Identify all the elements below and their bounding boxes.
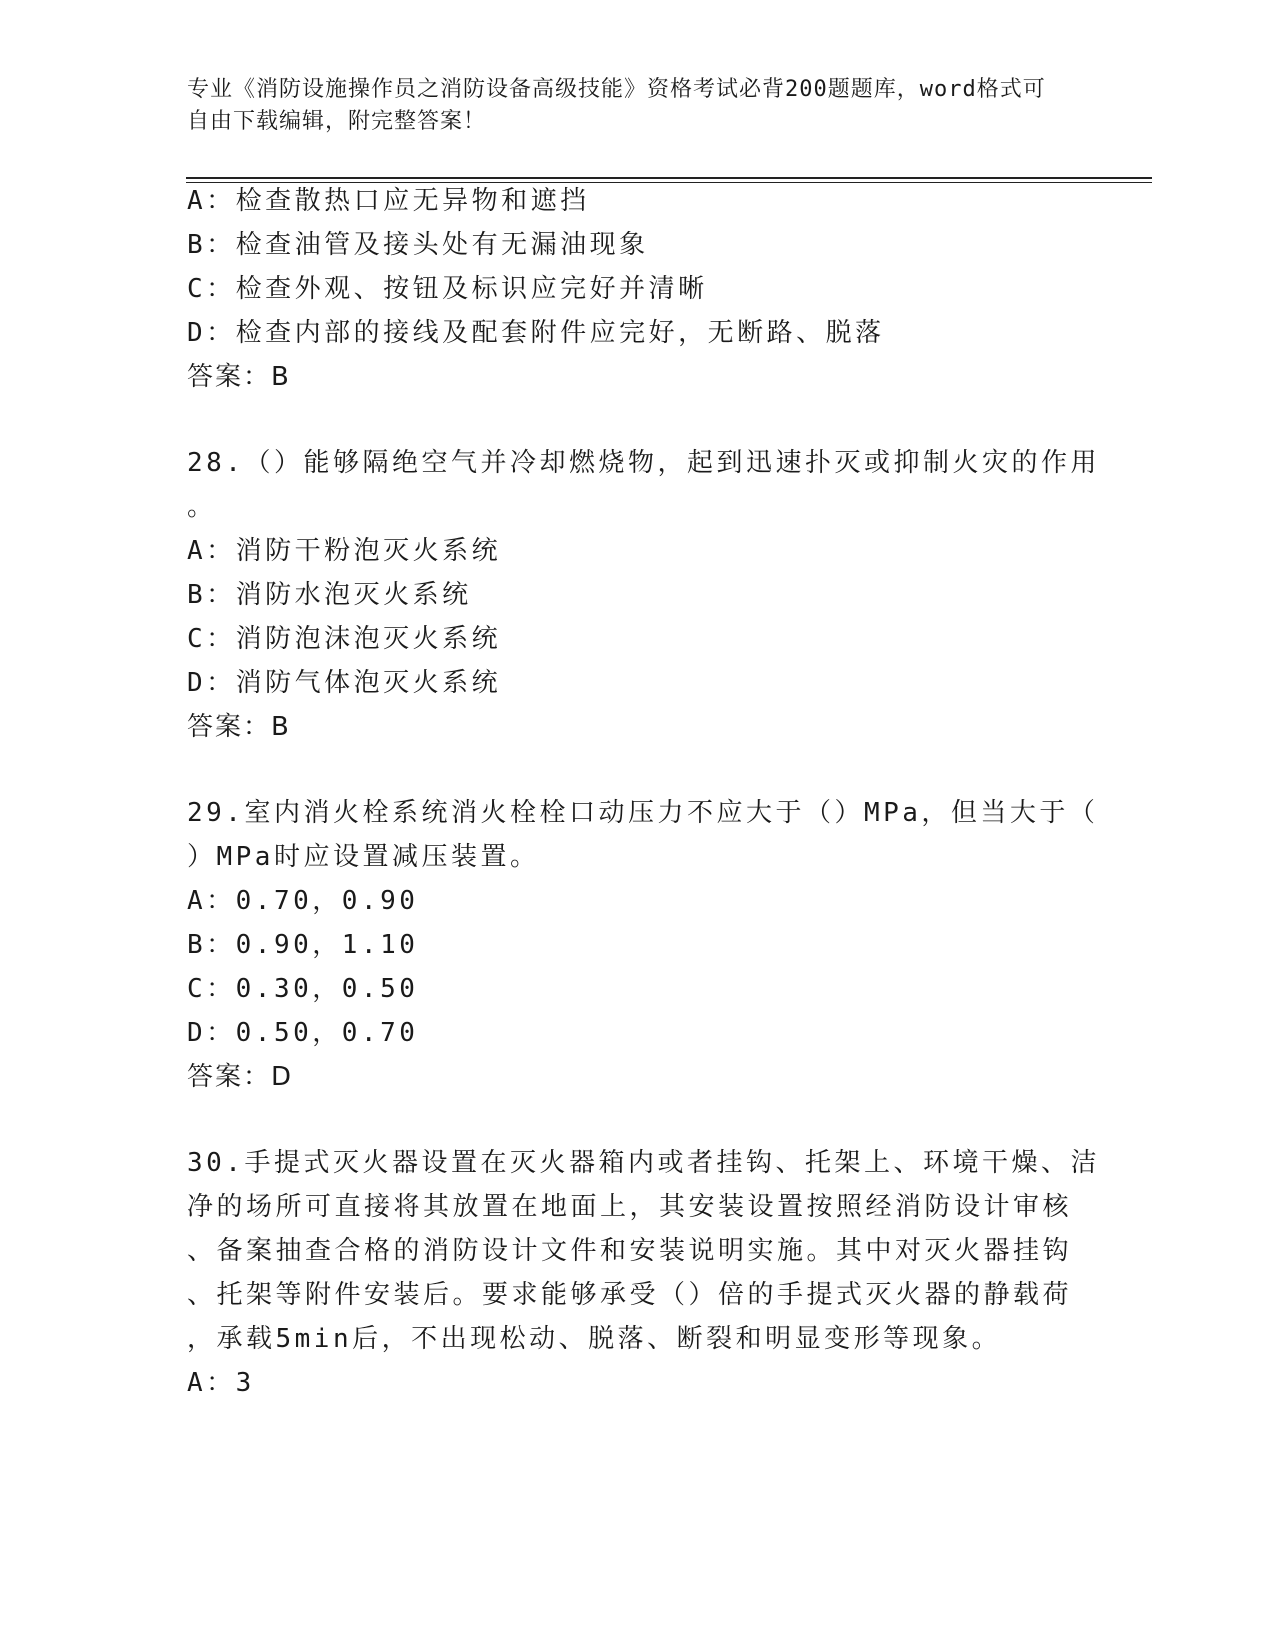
q28-option-a: A：消防干粉泡灭火系统	[187, 536, 502, 566]
q29-option-a: A：0.70，0.90	[187, 886, 419, 916]
q29-option-c: C：0.30，0.50	[187, 974, 419, 1004]
q28-option-d: D：消防气体泡灭火系统	[187, 668, 502, 698]
q27-option-d: D：检查内部的接线及配套附件应完好，无断路、脱落	[187, 318, 885, 348]
q29-answer: 答案：D	[187, 1062, 294, 1092]
q29-stem-line-2: ）MPa时应设置减压装置。	[187, 842, 540, 872]
q27-option-c: C：检查外观、按钮及标识应完好并清晰	[187, 274, 708, 304]
q30-stem-line-3: 、备案抽查合格的消防设计文件和安装说明实施。其中对灭火器挂钩	[187, 1236, 1073, 1266]
q30-option-a: A：3	[187, 1368, 255, 1398]
q28-answer: 答案：B	[187, 712, 291, 742]
q28-stem-line-1: 28.（）能够隔绝空气并冷却燃烧物，起到迅速扑灭或抑制火灾的作用	[187, 448, 1100, 478]
q27-option-a: A：检查散热口应无异物和遮挡	[187, 186, 590, 216]
document-header: 专业《消防设施操作员之消防设备高级技能》资格考试必背200题题库，word格式可自由下载编辑，附完整答案！	[187, 77, 1046, 134]
q30-stem-line-4: 、托架等附件安装后。要求能够承受（）倍的手提式灭火器的静载荷	[187, 1280, 1073, 1310]
q28-option-b: B：消防水泡灭火系统	[187, 580, 472, 610]
q30-stem-line-5: ，承载5min后，不出现松动、脱落、断裂和明显变形等现象。	[187, 1324, 1002, 1354]
q27-option-b: B：检查油管及接头处有无漏油现象	[187, 230, 649, 260]
header-divider-thin	[186, 182, 1152, 183]
q30-stem-line-2: 净的场所可直接将其放置在地面上，其安装设置按照经消防设计审核	[187, 1192, 1073, 1222]
header-divider-thick	[186, 177, 1152, 179]
q27-answer: 答案：B	[187, 362, 291, 392]
q28-option-c: C：消防泡沫泡灭火系统	[187, 624, 502, 654]
q28-stem-line-2: 。	[187, 492, 217, 522]
q29-option-b: B：0.90，1.10	[187, 930, 419, 960]
q29-stem-line-1: 29.室内消火栓系统消火栓栓口动压力不应大于（）MPa，但当大于（	[187, 798, 1099, 828]
q30-stem-line-1: 30.手提式灭火器设置在灭火器箱内或者挂钩、托架上、环境干燥、洁	[187, 1148, 1100, 1178]
q29-option-d: D：0.50，0.70	[187, 1018, 419, 1048]
